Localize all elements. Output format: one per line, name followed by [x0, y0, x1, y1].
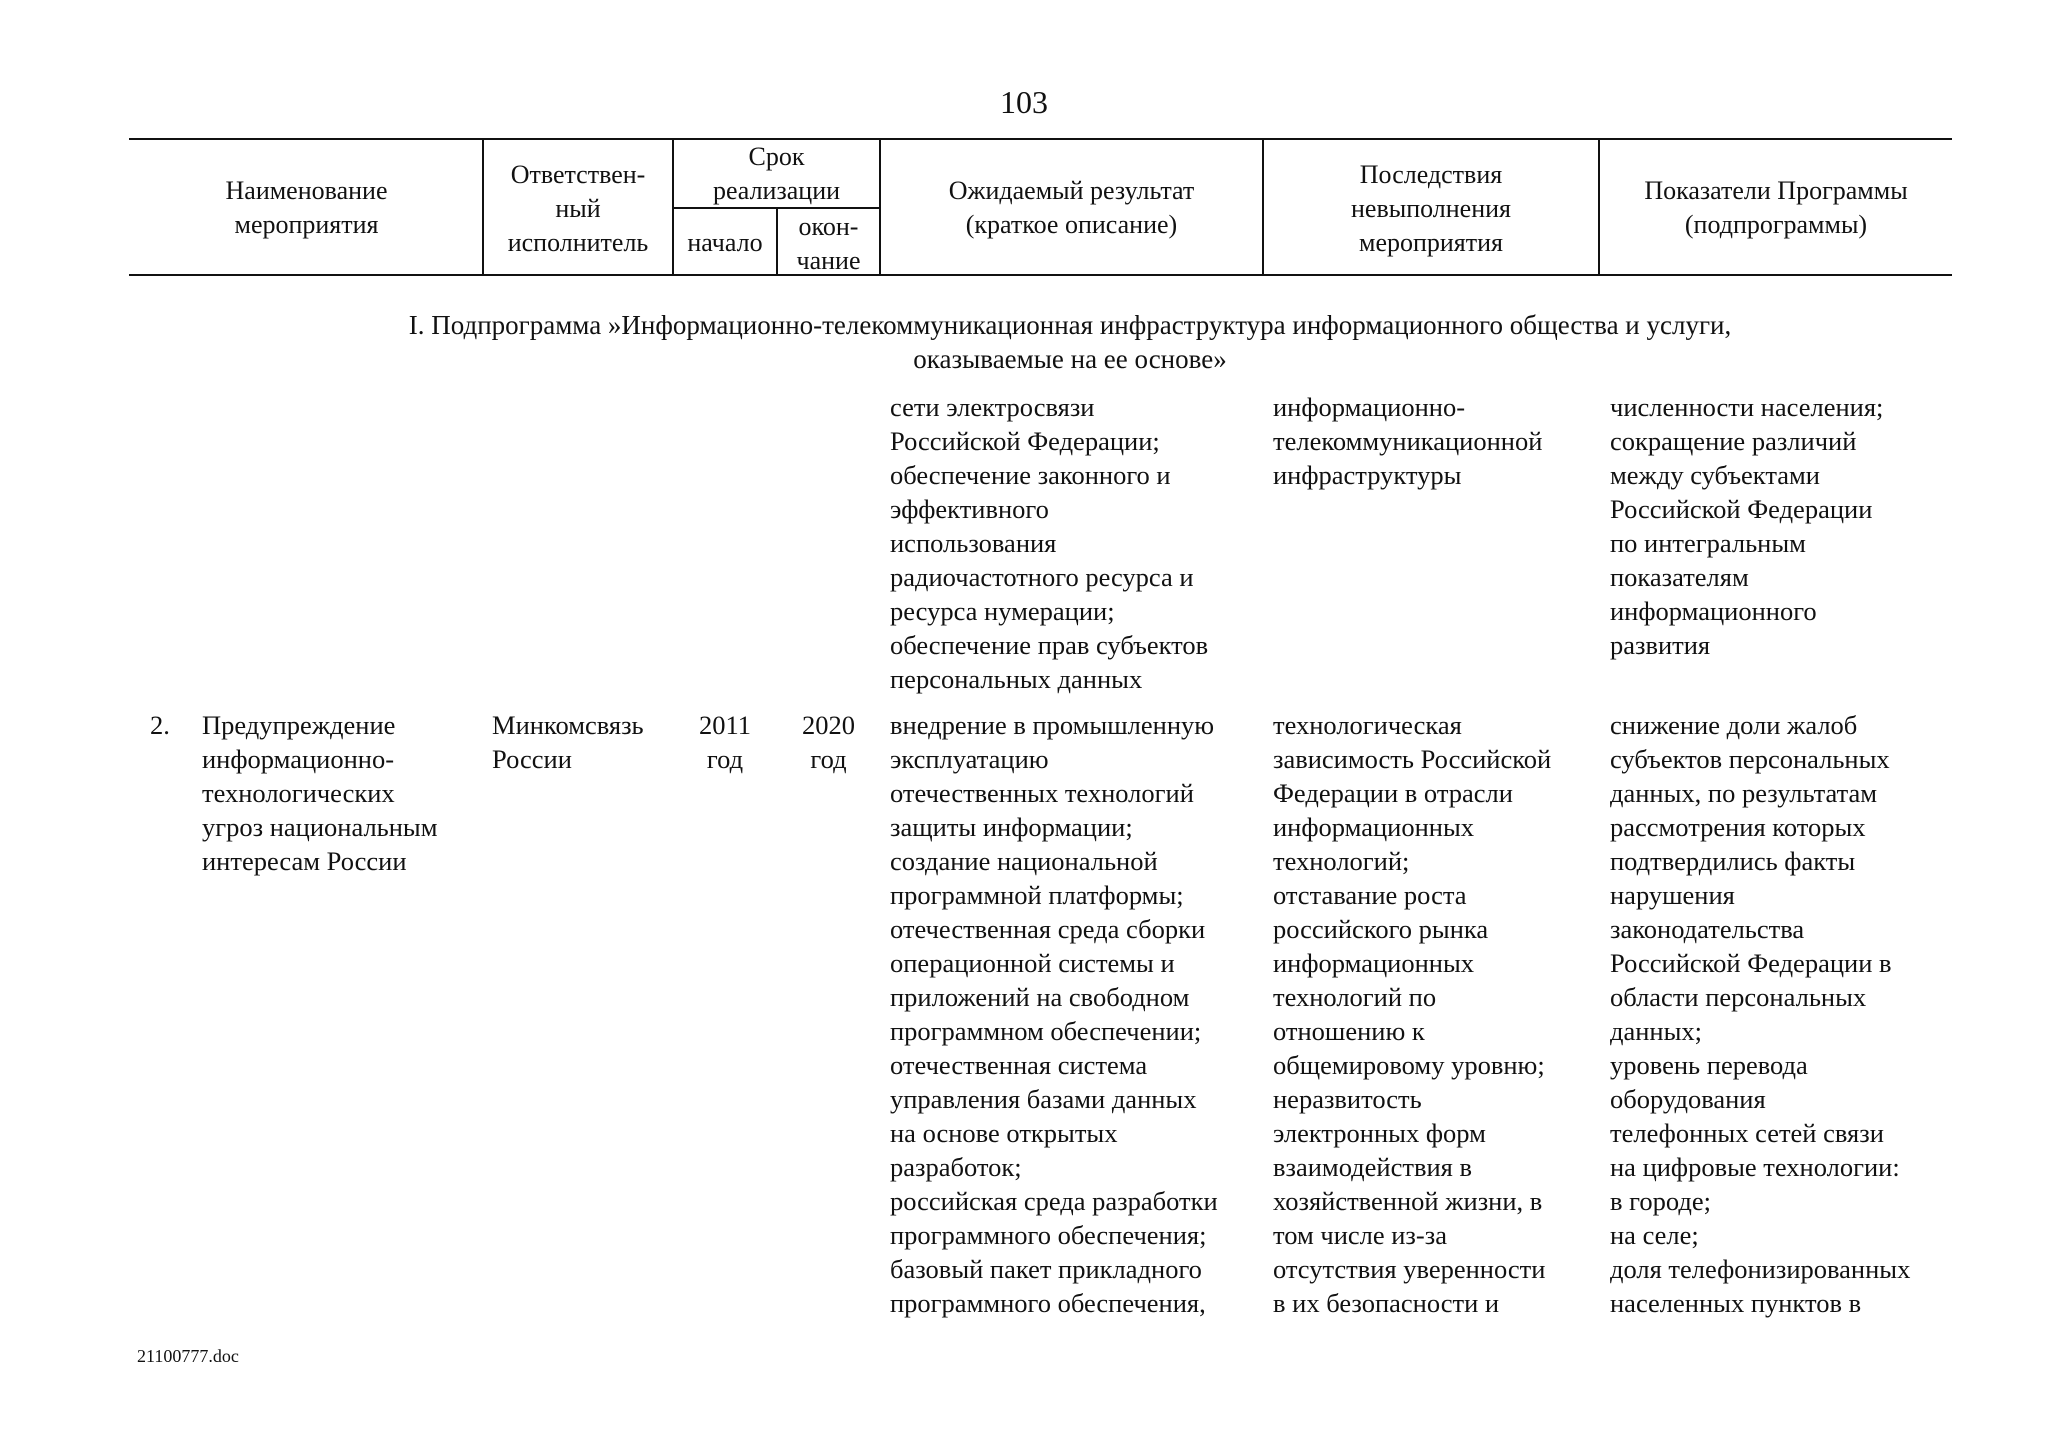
header-top-rule — [129, 138, 1952, 140]
continued-indicators: численности населения; сокращение различий между субъектами Российской Федерации по интегральным показателям информационного развития — [1610, 392, 1884, 660]
header-indicators: Показатели Программы (подпрограммы) — [1644, 176, 1908, 239]
row-name: Предупреждение информационно- технологических угроз национальным интересам России — [202, 710, 438, 876]
header-consequences: Последствия невыполнения мероприятия — [1351, 160, 1511, 257]
header-executor: Ответствен- ный исполнитель — [507, 160, 649, 257]
continued-consequences: информационно- телекоммуникационной инфраструктуры — [1273, 392, 1543, 490]
section-title: I. Подпрограмма »Информационно-телекоммуникационная инфраструктура информационного общества и услуги, оказываемые на ее основе» — [408, 310, 1732, 374]
header-bottom-rule — [129, 274, 1952, 276]
row-start: 2011 год — [698, 710, 752, 774]
row-consequences: технологическая зависимость Российской Федерации в отрасли информационных технологий; отставание роста российского рынка информационных технологий по отношению к общемировому уровню; неразвитость электронных форм взаимодействия в хозяйственной жизни, в том числе из-за отсутствия уверенности в их безопасности и — [1273, 710, 1552, 1318]
header-result: Ожидаемый результат (краткое описание) — [948, 176, 1195, 239]
row-number: 2. — [150, 710, 170, 740]
header-period: Срок реализации — [712, 142, 841, 205]
row-indicators: снижение доли жалоб субъектов персональных данных, по результатам рассмотрения которых подтвердились факты нарушения законодательства Российской Федерации в области персональных данных; уровень перевода оборудования телефонных сетей связи на цифровые технологии: в городе; на селе; доля телефонизированных населенных пунктов в — [1610, 710, 1911, 1318]
page-number: 103 — [1000, 84, 1048, 120]
row-result: внедрение в промышленную эксплуатацию отечественных технологий защиты информации; создание национальной программной платформы; отечественная среда сборки операционной системы и приложений на свободном программном обеспечении; отечественная система управления базами данных на основе открытых разработок; российская среда разработки программного обеспечения; базовый пакет прикладного программного обеспечения, — [890, 710, 1218, 1318]
header-period-end: окон- чание — [796, 212, 861, 275]
row-executor: Минкомсвязь России — [492, 710, 644, 774]
continued-result: сети электросвязи Российской Федерации; обеспечение законного и эффективного использования радиочастотного ресурса и ресурса нумерации; обеспечение прав субъектов персональных данных — [890, 392, 1209, 694]
header-name: Наименование мероприятия — [225, 176, 388, 239]
header-period-start: начало — [687, 228, 763, 257]
document-filename: 21100777.doc — [137, 1346, 239, 1366]
row-end: 2020 год — [802, 710, 855, 774]
